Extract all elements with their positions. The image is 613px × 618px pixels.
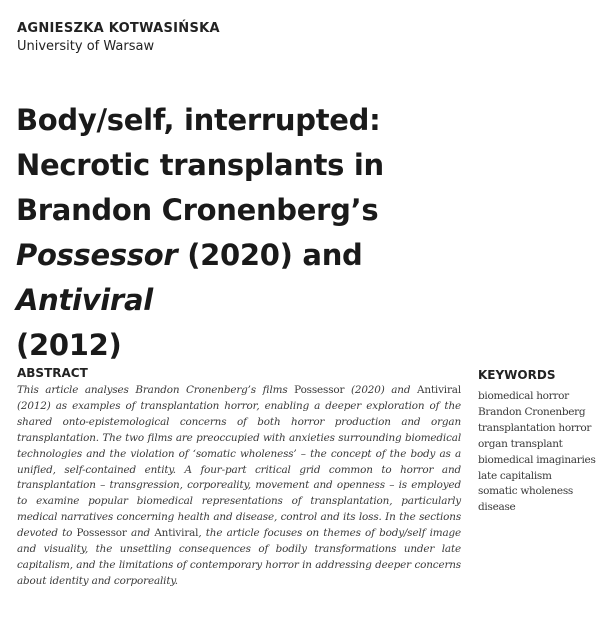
keyword-item: Brandon Cronenberg bbox=[478, 405, 586, 418]
keywords-heading: KEYWORDS bbox=[478, 368, 556, 382]
keyword-item: somatic wholeness bbox=[478, 485, 574, 498]
abstract-film-4: Antiviral bbox=[154, 527, 199, 540]
author-name: AGNIESZKA KOTWASIŃSKA bbox=[17, 21, 220, 36]
title-line-4 bbox=[16, 233, 486, 323]
abstract-text-2: (2020) and bbox=[344, 384, 417, 396]
abstract-text-3: (2012) as examples of transplantation horror, enabling a deeper exploration of the shared onto-epistemological concerns of both horror production and organ transplantation. The two films are preoccupied with anxieties surrounding biomedical technologies and the violation of ‘somatic wholeness’ – the concept of the body as a unified, self-contained entity. A four-part critical grid common to horror and transplantation – transgression, corporeality, movement and openness – is employed to examine popular biomedical representations of transplantation, particularly medical narratives concerning health and disease, control and its loss. In the sections devoted to bbox=[17, 399, 461, 540]
title-film-possessor: Possessor bbox=[16, 238, 178, 272]
abstract-text-1: This article analyses Brandon Cronenberg’s films bbox=[17, 384, 295, 396]
author-affiliation: University of Warsaw bbox=[17, 39, 155, 54]
title-line-1: Body/self, interrupted: bbox=[16, 103, 381, 137]
title-line-3: Brandon Cronenberg’s bbox=[16, 193, 379, 227]
abstract-text-4: and bbox=[126, 527, 155, 540]
keywords-list bbox=[478, 389, 612, 516]
keyword-item: disease bbox=[478, 501, 516, 514]
abstract-body bbox=[17, 383, 461, 590]
keyword-item: biomedical imaginaries bbox=[478, 453, 596, 466]
keyword-item: organ transplant bbox=[478, 437, 563, 450]
keyword-item: biomedical horror bbox=[478, 390, 569, 402]
abstract-film-3: Possessor bbox=[76, 527, 127, 540]
article-title bbox=[16, 98, 486, 368]
keyword-item: late capitalism bbox=[478, 469, 552, 482]
abstract-film-2: Antiviral bbox=[416, 384, 461, 396]
abstract-heading: ABSTRACT bbox=[17, 366, 88, 380]
title-line-2: Necrotic transplants in bbox=[16, 148, 384, 182]
title-year-and: (2020) and bbox=[177, 238, 363, 272]
keyword-item: transplantation horror bbox=[478, 421, 592, 434]
title-line-5: (2012) bbox=[16, 328, 122, 362]
title-film-antiviral: Antiviral bbox=[16, 283, 153, 317]
abstract-text-5: , the article focuses on themes of body/self image and visuality, the unsettling consequences of bodily transformations under late capitalism, and the limitations of contemporary horror in addressing deeper concerns about identity and corporeality. bbox=[17, 527, 461, 587]
abstract-film-1: Possessor bbox=[294, 384, 345, 396]
